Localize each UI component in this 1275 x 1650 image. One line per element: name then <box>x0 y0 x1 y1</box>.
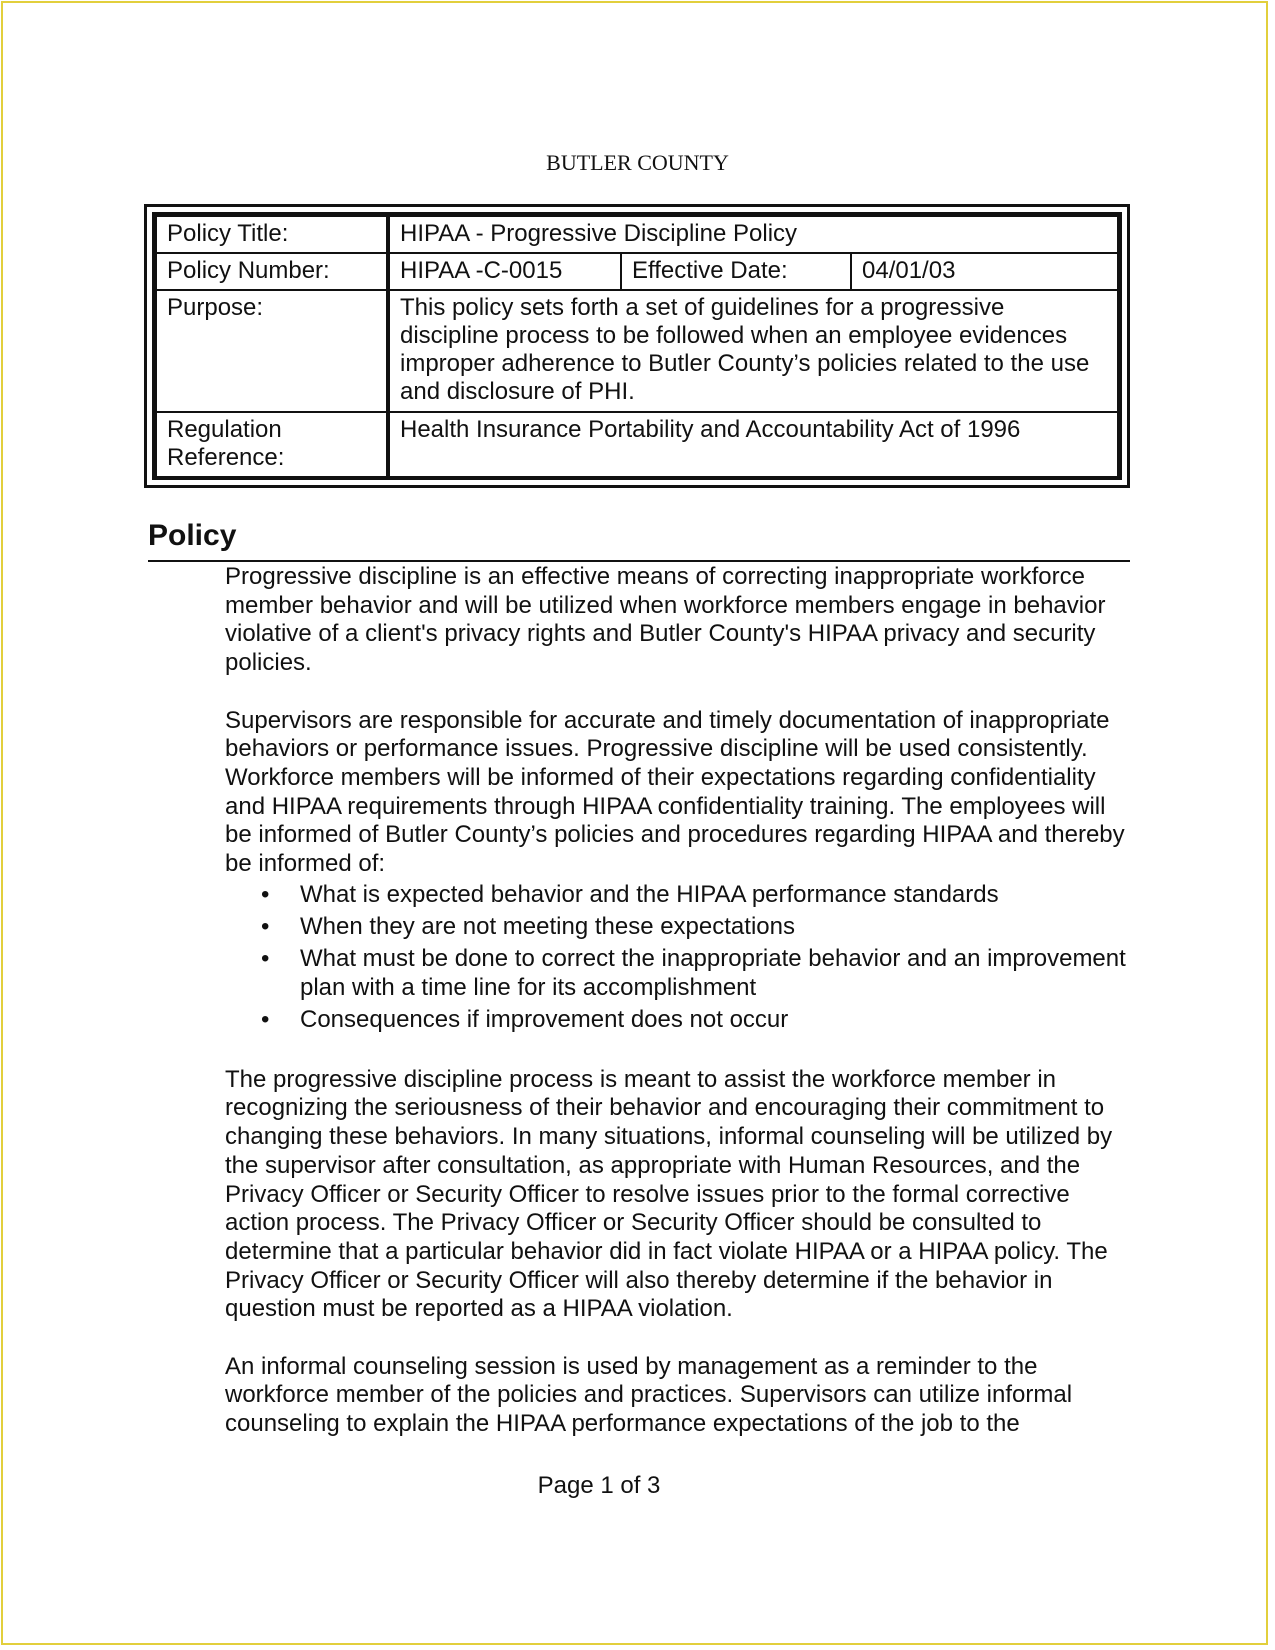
list-item-text: When they are not meeting these expectations <box>300 912 795 940</box>
purpose-label: Purpose: <box>156 290 388 412</box>
list-item-text: What is expected behavior and the HIPAA performance standards <box>300 880 999 908</box>
list-item <box>225 913 1135 942</box>
bullet-list <box>225 881 1135 1035</box>
bullet-icon: • <box>261 912 270 940</box>
purpose-value: This policy sets forth a set of guidelines for a progressive discipline process to be followed when an employee evidences improper adherence to Butler County’s policies related to the use and disclosure of PHI. <box>388 290 1118 412</box>
regulation-value: Health Insurance Portability and Accountability Act of 1996 <box>388 412 1118 477</box>
list-item <box>225 945 1135 1002</box>
effective-date-value: 04/01/03 <box>851 253 1118 290</box>
organization-title: BUTLER COUNTY <box>546 150 729 175</box>
list-item-text: Consequences if improvement does not occur <box>300 1006 789 1034</box>
policy-title-label: Policy Title: <box>156 216 388 253</box>
bullet-icon: • <box>261 945 270 973</box>
bullet-icon: • <box>261 1006 270 1034</box>
list-item <box>225 1006 1135 1035</box>
policy-number-label: Policy Number: <box>156 253 388 290</box>
policy-body <box>225 563 1135 1439</box>
policy-number-value: HIPAA -C-0015 <box>388 253 621 290</box>
policy-info-table <box>144 204 1130 488</box>
regulation-label: Regulation Reference: <box>156 412 388 477</box>
page-number: Page 1 of 3 <box>537 1472 661 1499</box>
list-item <box>225 881 1135 910</box>
policy-title-value: HIPAA - Progressive Discipline Policy <box>388 216 1118 253</box>
list-item-text: What must be done to correct the inappropriate behavior and an improvement plan with a time line for its accomplishment <box>300 945 1126 1001</box>
paragraph: Progressive discipline is an effective means of correcting inappropriate workforce member behavior and will be utilized when workforce members engage in behavior violative of a client's privacy rights and Butler County's HIPAA privacy and security policies. <box>225 563 1106 677</box>
effective-date-label: Effective Date: <box>621 253 851 290</box>
paragraph: An informal counseling session is used by management as a reminder to the workforce member of the policies and practices. Supervisors can utilize informal counseling to explain the HIPAA performance expectations of the job to the <box>225 1352 1073 1438</box>
section-heading: Policy <box>148 519 237 552</box>
paragraph: Supervisors are responsible for accurate and timely documentation of inappropriate behaviors or performance issues. Progressive discipline will be used consistently. Workforce members will be informed of their expectations regarding confidentiality and HIPAA requirements through HIPAA confidentiality training. The employees will be informed of Butler County’s policies and procedures regarding HIPAA and thereby be informed of: <box>225 706 1125 878</box>
bullet-icon: • <box>261 880 270 908</box>
section-divider <box>148 560 1130 562</box>
paragraph: The progressive discipline process is meant to assist the workforce member in recognizing the seriousness of their behavior and encouraging their commitment to changing these behaviors. In many situations, informal counseling will be utilized by the supervisor after consultation, as appropriate with Human Resources, and the Privacy Officer or Security Officer to resolve issues prior to the formal corrective action process. The Privacy Officer or Security Officer should be consulted to determine that a particular behavior did in fact violate HIPAA or a HIPAA policy. The Privacy Officer or Security Officer will also thereby determine if the behavior in question must be reported as a HIPAA violation. <box>225 1065 1113 1323</box>
